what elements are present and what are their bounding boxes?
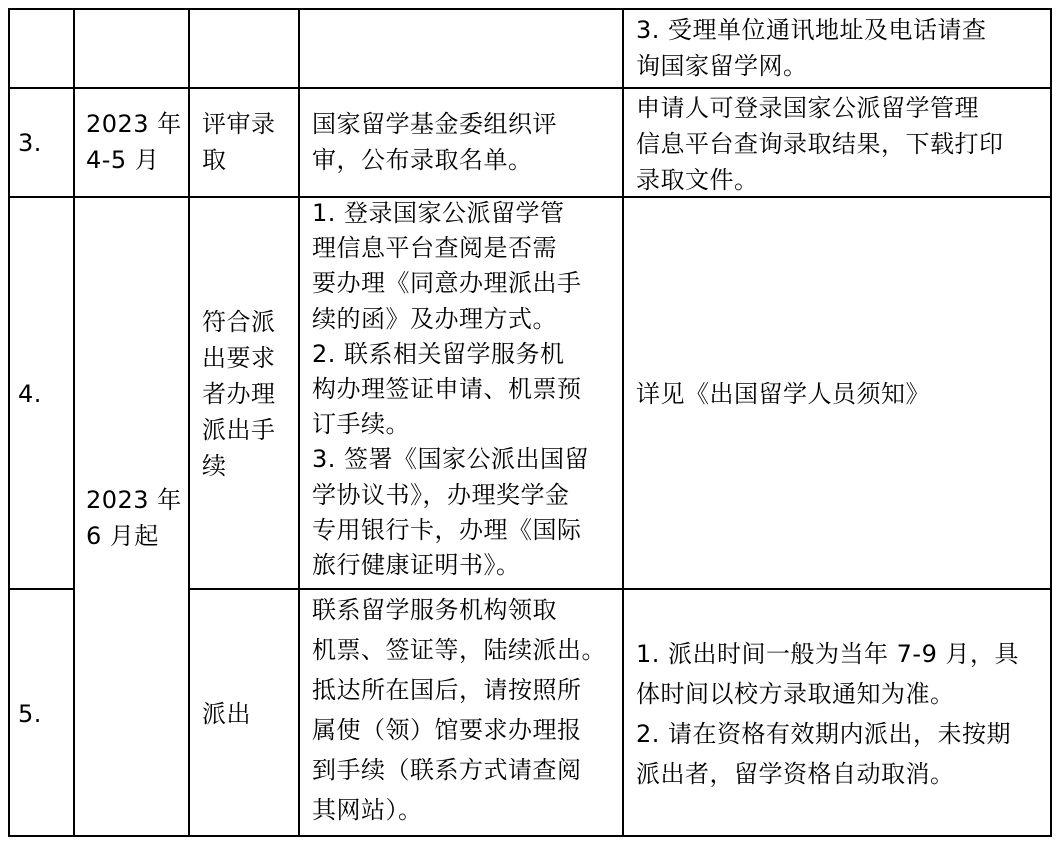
notes-line: 1. 派出时间一般为当年 7-9 月，具 <box>636 640 1019 668</box>
notes-line: 2. 请在资格有效期内派出，未按期 <box>636 720 1012 748</box>
content-line: 专用银行卡，办理《国际 <box>312 515 582 544</box>
row-divider <box>8 87 1052 89</box>
notes-line: 详见《出国留学人员须知》 <box>636 380 930 408</box>
content-line: 机票、签证等，陆续派出。 <box>312 636 606 664</box>
notes-line: 信息平台查询录取结果，下载打印 <box>636 130 1004 158</box>
content-line: 构办理签证申请、机票预 <box>312 375 582 404</box>
date-line: 6 月起 <box>86 522 159 550</box>
content-line: 3. 签署《国家公派出国留 <box>312 445 590 474</box>
column-divider <box>298 8 300 836</box>
content-line: 理信息平台查阅是否需 <box>312 234 557 263</box>
date-line: 2023 年 <box>86 486 182 514</box>
content-line: 学协议书》，办理奖学金 <box>312 480 570 509</box>
row3-notes <box>636 90 1004 198</box>
stage-line: 评审录 <box>202 110 276 138</box>
notes-line: 3. 受理单位通讯地址及电话请查 <box>636 16 987 44</box>
row3-content <box>312 106 557 178</box>
stage-line: 续 <box>202 452 227 480</box>
content-line: 抵达所在国后，请按照所 <box>312 676 582 704</box>
row2-notes <box>636 12 987 84</box>
row4-number: 4. <box>18 380 42 408</box>
notes-line: 录取文件。 <box>636 166 759 194</box>
row5-notes <box>636 634 1019 794</box>
content-line: 1. 登录国家公派留学管 <box>312 199 565 227</box>
row5-content <box>312 590 606 830</box>
table-border-right <box>1050 8 1052 836</box>
table-border-top <box>8 8 1052 10</box>
stage-line: 派出手 <box>202 416 276 444</box>
date-line: 4-5 月 <box>86 146 160 174</box>
content-line: 审，公布录取名单。 <box>312 146 533 174</box>
stage-line: 符合派 <box>202 308 276 336</box>
row4-notes <box>636 376 930 412</box>
content-line: 联系留学服务机构领取 <box>312 596 557 624</box>
row3-date <box>86 106 182 178</box>
content-line: 续的函》及办理方式。 <box>312 304 557 333</box>
content-line: 要办理《同意办理派出手 <box>312 269 582 298</box>
notes-line: 体时间以校方录取通知为准。 <box>636 680 955 708</box>
table-border-left <box>8 8 10 836</box>
notes-line: 询国家留学网。 <box>636 52 808 80</box>
stage-line: 派出 <box>202 700 251 728</box>
content-line: 旅行健康证明书》。 <box>312 551 521 580</box>
notes-line: 申请人可登录国家公派留学管理 <box>636 94 979 122</box>
column-divider <box>73 8 75 836</box>
content-line: 到手续（联系方式请查阅 <box>312 756 582 784</box>
date-shared <box>86 482 182 554</box>
content-line: 其网站）。 <box>312 796 423 824</box>
content-line: 国家留学基金委组织评 <box>312 110 557 138</box>
content-line: 2. 联系相关留学服务机 <box>312 339 565 368</box>
row4-content <box>312 196 589 583</box>
content-line: 订手续。 <box>312 410 410 439</box>
stage-line: 者办理 <box>202 380 276 408</box>
row5-number: 5. <box>18 700 42 728</box>
row3-number: 3. <box>18 129 42 157</box>
row4-stage <box>202 304 276 484</box>
row-divider <box>8 588 74 590</box>
date-line: 2023 年 <box>86 110 182 138</box>
content-line: 属使（领）馆要求办理报 <box>312 716 582 744</box>
row3-stage <box>202 106 276 178</box>
stage-line: 出要求 <box>202 344 276 372</box>
stage-line: 取 <box>202 146 227 174</box>
table-border-bottom <box>8 835 1052 837</box>
row5-stage <box>202 696 251 732</box>
column-divider <box>188 8 190 836</box>
notes-line: 派出者，留学资格自动取消。 <box>636 760 955 788</box>
column-divider <box>622 8 624 836</box>
